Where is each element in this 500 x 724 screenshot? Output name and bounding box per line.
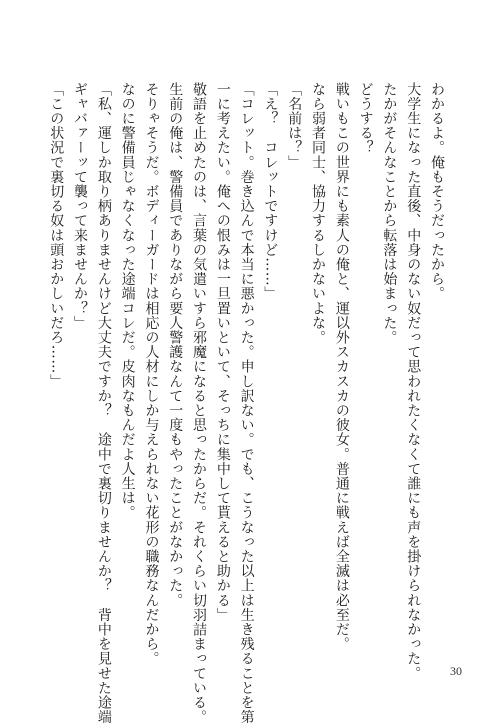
text-line-5: 戦いもこの世界にも素人の俺と、運以外スカスカの彼女。普通に戦えば全滅は必至だ。 xyxy=(333,82,350,652)
text-line-14: なのに警備員じゃなくなった途端コレだ。皮肉なもんだよ人生は。 xyxy=(119,82,136,520)
text-line-11: 敬語を止めたのは、言葉の気遣いすら邪魔になると思ったからだ。それくらい切羽詰まっている。 xyxy=(191,82,208,724)
text-line-15: 「私、運しか取り柄ありませんけど大丈夫ですか？ 途中で裏切りませんか？ 背中を見せた途端 xyxy=(95,82,112,724)
text-line-4: どうする？ xyxy=(357,82,374,155)
page-number: 30 xyxy=(450,664,462,678)
text-line-7: 「名前は？」 xyxy=(286,82,303,170)
text-line-16: ギャバァーッて襲って来ませんか？」 xyxy=(72,82,89,331)
text-line-17: 「この状況で裏切る奴は頭おかしいだろ……」 xyxy=(48,82,65,389)
text-line-8: 「え？ コレットですけど……」 xyxy=(262,82,279,301)
text-line-12: 生前の俺は、警備員でありながら要人警護なんて一度もやったことがなかった。 xyxy=(167,82,184,608)
text-line-6: なら弱者同士、協力するしかないよな。 xyxy=(310,82,327,345)
text-line-9: 「コレット。巻き込んで本当に悪かった。申し訳ない。でも、こうなった以上は生き残ることを第 xyxy=(238,82,255,724)
vertical-text-block xyxy=(48,82,448,724)
text-line-1: わかるよ。俺もそうだったから。 xyxy=(429,82,445,301)
text-line-10: 一に考えたい。俺への恨みは一旦置いといて、そっちに集中して貰えると助かる」 xyxy=(214,82,231,623)
text-line-2: 大学生になった直後、中身のない奴だって思われたくなくて誰にも声を掛けられなかった。 xyxy=(405,82,422,681)
text-line-3: たかがそんなことから転落は始まった。 xyxy=(381,82,398,345)
text-line-13: そりゃそうだ。ボディーガードは相応の人材にしか与えられない花形の職務なんだから。 xyxy=(143,82,160,666)
